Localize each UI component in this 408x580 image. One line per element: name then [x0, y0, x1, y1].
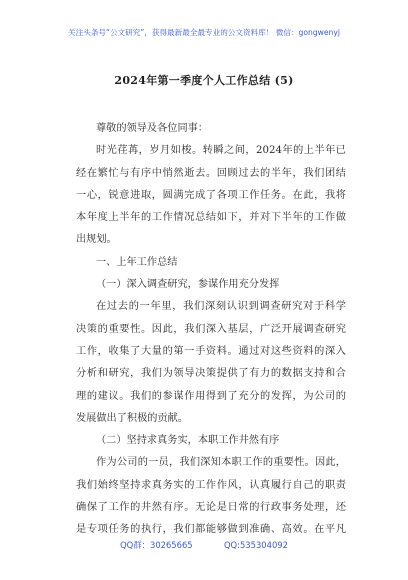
document-title: 2024年第一季度个人工作总结 (5)	[114, 74, 294, 87]
body-line: 工作，收集了大量的第一手资料。通过对这些资料的深入	[76, 345, 346, 357]
body-line: 在过去的一年里，我们深刻认识到调查研究对于科学	[96, 301, 346, 313]
body-line: 发展做出了积极的贡献。	[76, 412, 189, 424]
salutation: 尊敬的领导及各位同事：	[96, 123, 209, 134]
body-line: 是专项任务的执行，我们都能够做到准确、高效。在平凡	[76, 524, 346, 536]
subsection-heading: （二）坚持求真务实，本职工作井然有序	[96, 435, 280, 447]
body-line: 本年度上半年的工作情况总结如下，并对下半年的工作做	[76, 212, 346, 224]
body-line: 确保了工作的井然有序。无论是日常的行政事务处理，还	[76, 502, 346, 514]
body-line: 经在繁忙与有序中悄然逝去。回顾过去的半年，我们团结	[76, 167, 346, 179]
qq-group-text: QQ群：30265665	[120, 540, 193, 550]
body-line: 一心，锐意进取，圆满完成了各项工作任务。在此，我将	[76, 189, 346, 201]
body-line: 决策的重要性。因此，我们深入基层，广泛开展调查研究	[76, 323, 346, 335]
body-line: 时光荏苒，岁月如梭。转瞬之间，2024年的上半年已	[96, 145, 346, 157]
body-line: 理的建议。我们的参谋作用得到了充分的发挥，为公司的	[76, 390, 346, 402]
header-promo-note: 关注头条号“公文研究”，获得最新最全最专业的公文资料库！ 微信：gongwenyj	[68, 28, 340, 37]
footer-contact	[0, 539, 408, 551]
body-line: 作为公司的一员，我们深知本职工作的重要性。因此，	[96, 457, 346, 469]
subsection-heading: （一）深入调查研究，参谋作用充分发挥	[96, 279, 280, 291]
body-line: 分析和研究，我们为领导决策提供了有力的数据支持和合	[76, 368, 346, 380]
section-heading: 一、上年工作总结	[96, 256, 178, 268]
qq-number-text: QQ:535304092	[223, 540, 288, 550]
body-line: 出规划。	[76, 234, 117, 246]
document-body	[76, 118, 346, 542]
body-line: 我们始终坚持求真务实的工作作风，认真履行自己的职责	[76, 479, 346, 491]
